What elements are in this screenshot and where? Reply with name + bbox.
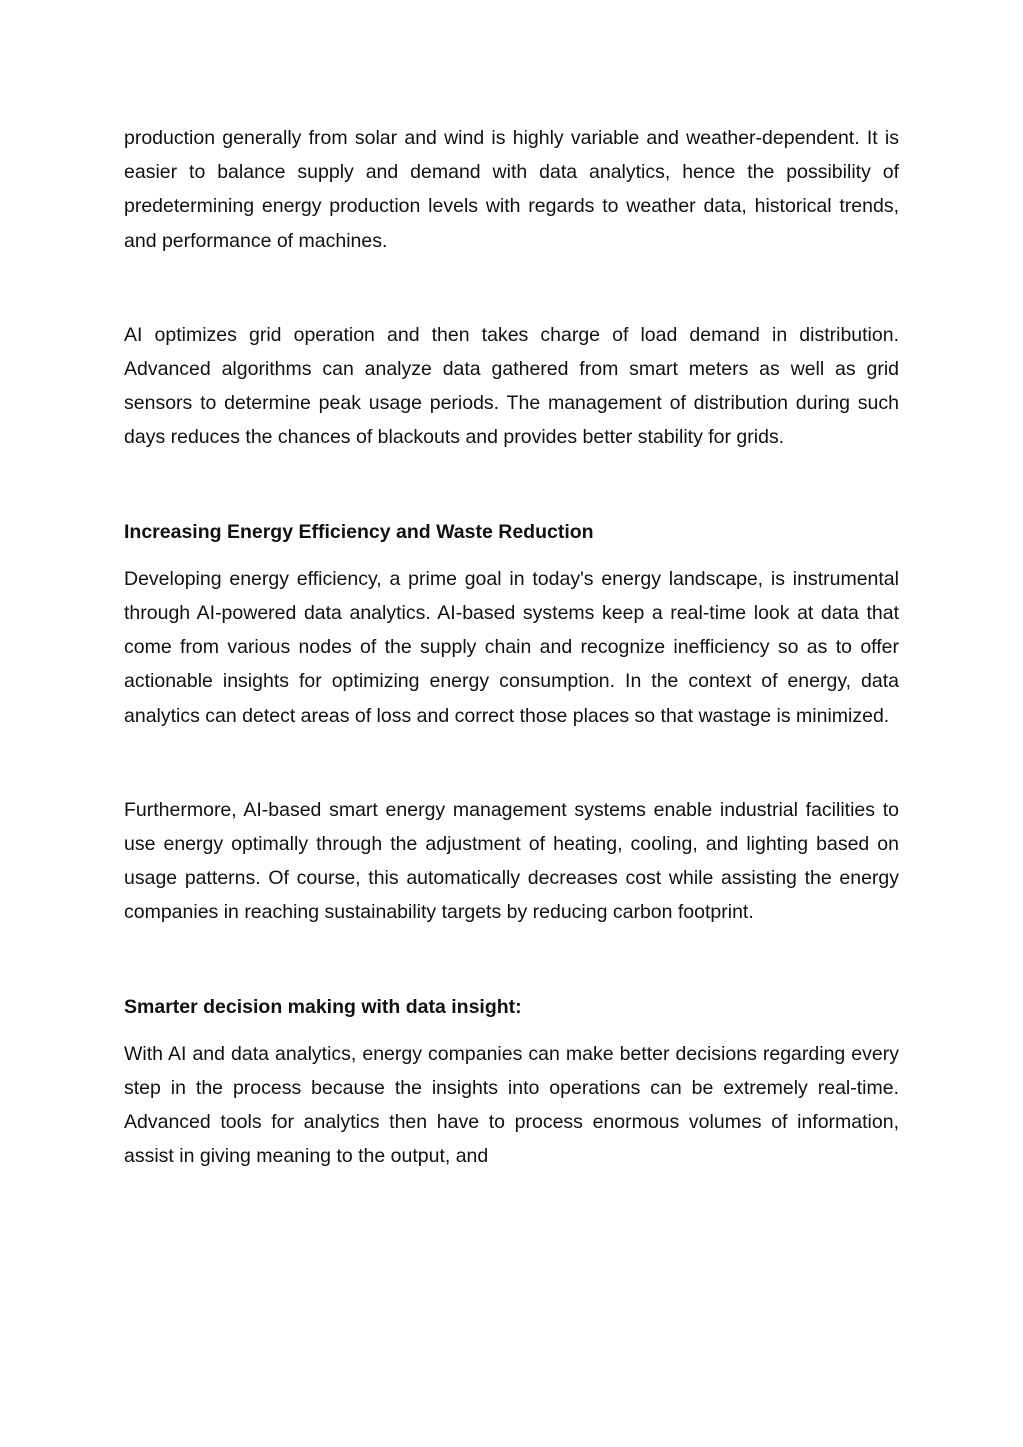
paragraph-decision-making: With AI and data analytics, energy companies can make better decisions regarding every step in the process because the insights into operations can be extremely real-time. Advanced tools for analytics then have to process enormous volumes of information, assist in giving meaning to the output, and [124,1042,899,1168]
document-page [124,121,899,1174]
paragraph-grid-operation: AI optimizes grid operation and then takes charge of load demand in distribution. Advanced algorithms can analyze data gathered from smart meters as well as grid sensors to determine peak usage periods. The management of distribution during such days reduces the chances of blackouts and provides better stability for grids. [124,323,899,449]
heading-energy-efficiency: Increasing Energy Efficiency and Waste Reduction [124,520,594,543]
paragraph-smart-energy-management: Furthermore, AI-based smart energy management systems enable industrial facilities to use energy optimally through the adjustment of heating, cooling, and lighting based on usage patterns. Of course, this automatically decreases cost while assisting the energy companies in reaching sustainability targets by reducing carbon footprint. [124,798,899,924]
paragraph-energy-production: production generally from solar and wind is highly variable and weather-dependent. It is easier to balance supply and demand with data analytics, hence the possibility of predetermining energy production levels with regards to weather data, historical trends, and performance of machines. [124,127,899,252]
paragraph-energy-efficiency: Developing energy efficiency, a prime goal in today's energy landscape, is instrumental through AI-powered data analytics. AI-based systems keep a real-time look at data that come from various nodes of the supply chain and recognize inefficiency so as to offer actionable insights for optimizing energy consumption. In the context of energy, data analytics can detect areas of loss and correct those places so that wastage is minimized. [124,567,899,727]
heading-decision-making: Smarter decision making with data insight: [124,995,522,1018]
